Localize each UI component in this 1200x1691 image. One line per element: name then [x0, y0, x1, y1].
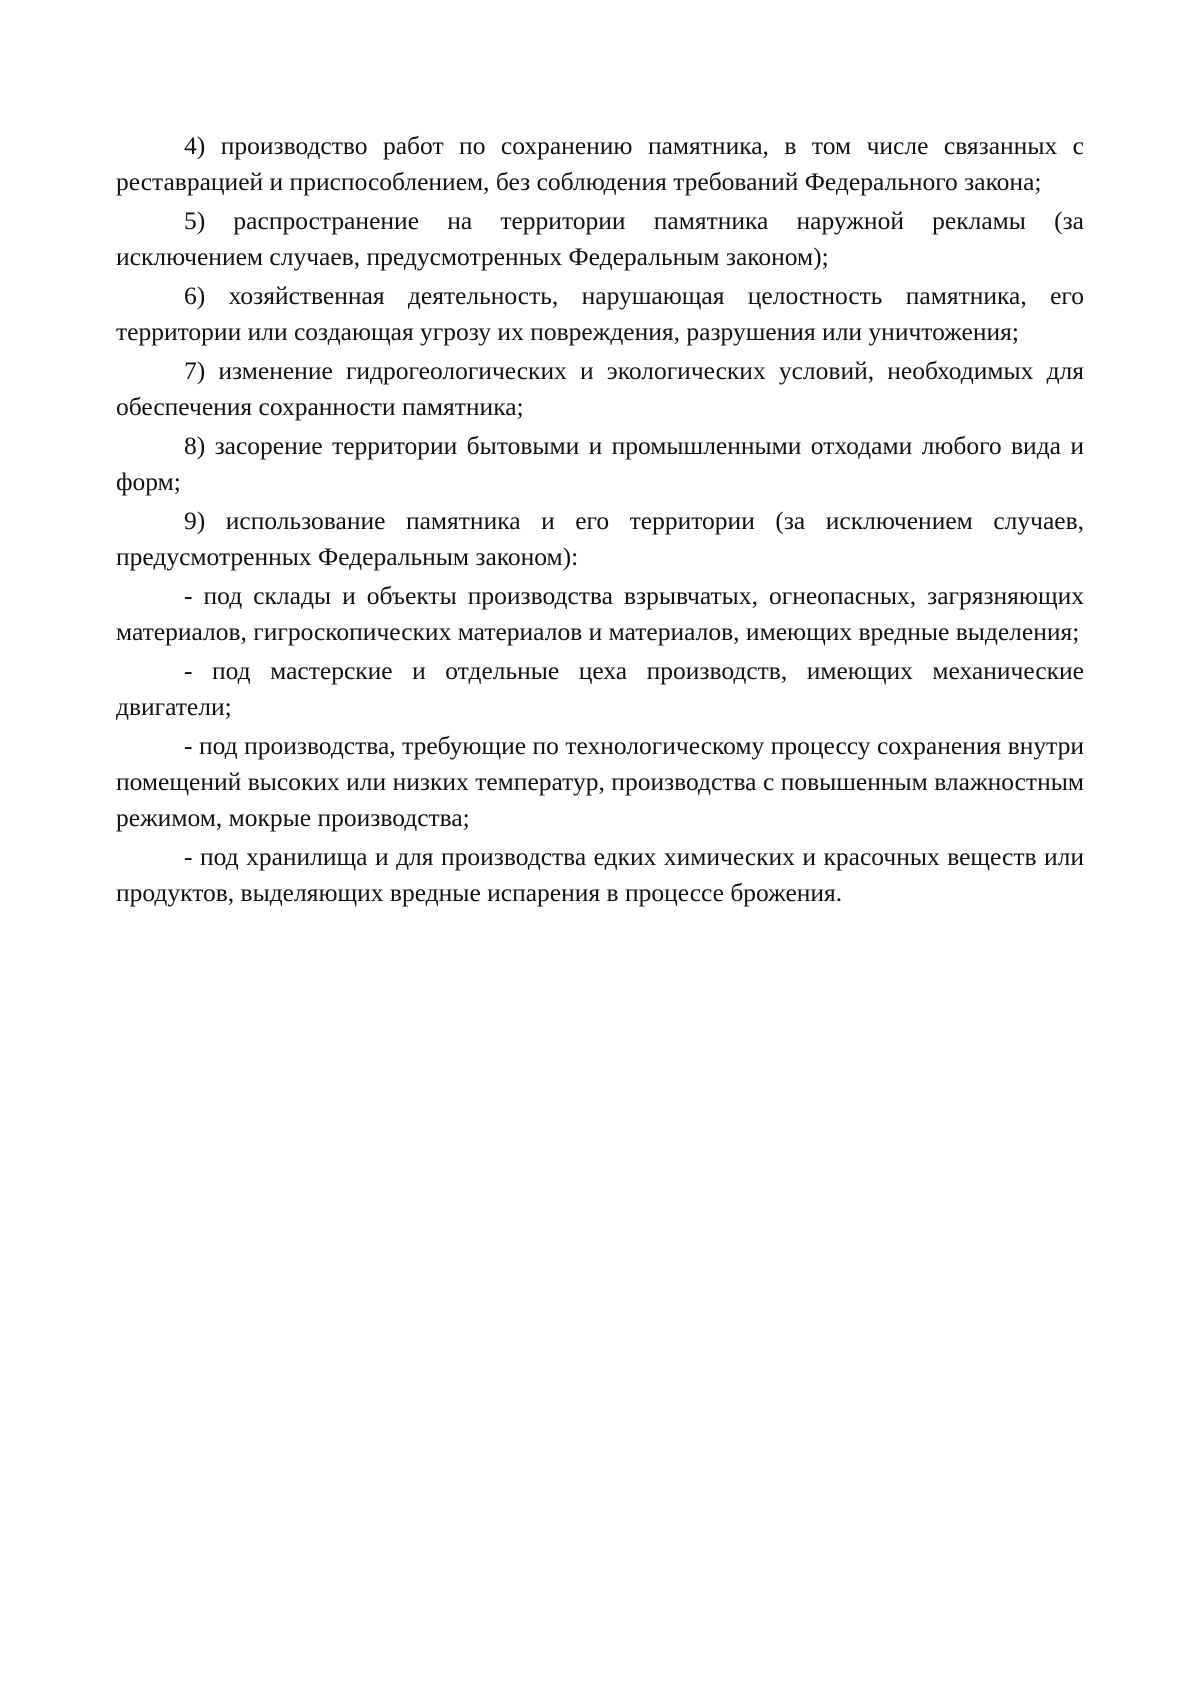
subitem-warehouses: - под склады и объекты производства взрывчатых, огнеопасных, загрязняющих материалов, гигроскопических материалов и материалов, имеющих вредные выделения; [116, 581, 1084, 646]
subitem-workshops: - под мастерские и отдельные цеха производств, имеющих механические двигатели; [116, 656, 1084, 721]
paragraph-item-5: 5) распространение на территории памятника наружной рекламы (за исключением случаев, предусмотренных Федеральным законом); [116, 206, 1084, 271]
subitem-chemical-storage: - под хранилища и для производства едких химических и красочных веществ или продуктов, выделяющих вредные испарения в процессе брожения. [116, 842, 1084, 907]
paragraph-item-4: 4) производство работ по сохранению памятника, в том числе связанных с реставрацией и приспособлением, без соблюдения требований Федерального закона; [116, 131, 1084, 196]
subitem-temperature-production: - под производства, требующие по технологическому процессу сохранения внутри помещений высоких или низких температур, производства с повышенным влажностным режимом, мокрые производства; [116, 731, 1084, 832]
paragraph-item-7: 7) изменение гидрогеологических и экологических условий, необходимых для обеспечения сохранности памятника; [116, 356, 1084, 421]
paragraph-item-6: 6) хозяйственная деятельность, нарушающая целостность памятника, его территории или создающая угрозу их повреждения, разрушения или уничтожения; [116, 281, 1084, 346]
paragraph-item-8: 8) засорение территории бытовыми и промышленными отходами любого вида и форм; [116, 431, 1084, 496]
document-body [116, 128, 1084, 914]
paragraph-item-9: 9) использование памятника и его территории (за исключением случаев, предусмотренных Федеральным законом): [116, 506, 1084, 571]
